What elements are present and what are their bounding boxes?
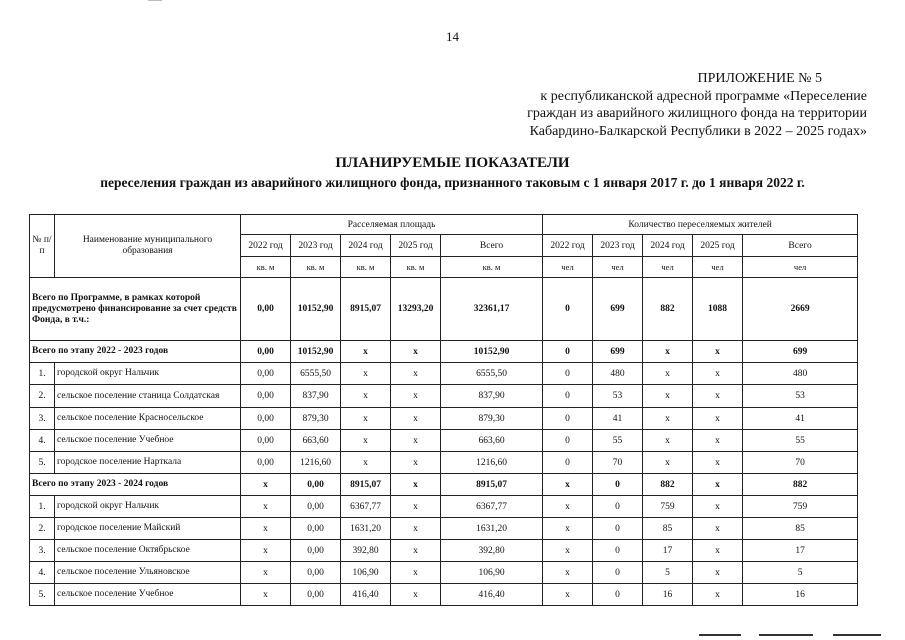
area-cell: x [391, 408, 441, 430]
people-cell: 0 [593, 474, 643, 496]
area-cell: 10152,90 [291, 341, 341, 363]
appendix-title: ПРИЛОЖЕНИЕ № 5 [697, 71, 822, 86]
appendix-block [527, 70, 867, 140]
area-cell: x [241, 562, 291, 584]
area-cell: 663,60 [441, 430, 543, 452]
people-cell: x [693, 430, 743, 452]
row-name: городской округ Нальчик [55, 363, 241, 385]
area-cell: x [391, 452, 441, 474]
scan-mark [148, 0, 162, 1]
area-cell: 0,00 [291, 474, 341, 496]
area-cell: 0,00 [291, 518, 341, 540]
people-cell: 85 [743, 518, 858, 540]
people-cell: 882 [643, 278, 693, 341]
appendix-line: граждан из аварийного жилищного фонда на территории [527, 106, 867, 121]
area-cell: 6555,50 [291, 363, 341, 385]
scan-marks [699, 634, 899, 638]
people-cell: 480 [593, 363, 643, 385]
area-cell: 392,80 [441, 540, 543, 562]
row-num: 3. [30, 408, 55, 430]
area-cell: x [391, 430, 441, 452]
area-cell: x [241, 474, 291, 496]
people-cell: x [693, 562, 743, 584]
area-cell: 0,00 [291, 540, 341, 562]
row-name: сельское поселение Ульяновское [55, 562, 241, 584]
area-cell: x [241, 496, 291, 518]
area-cell: 10152,90 [291, 278, 341, 341]
row-name: Всего по этапу 2022 - 2023 годов [30, 341, 241, 363]
area-cell: 8915,07 [441, 474, 543, 496]
people-cell: 0 [593, 562, 643, 584]
area-cell: x [391, 562, 441, 584]
header-year: 2025 год [391, 235, 441, 257]
people-cell: 882 [643, 474, 693, 496]
row-name: Всего по этапу 2023 - 2024 годов [30, 474, 241, 496]
area-cell: x [391, 496, 441, 518]
area-cell: 0,00 [241, 430, 291, 452]
people-cell: x [643, 363, 693, 385]
people-cell: 699 [743, 341, 858, 363]
people-cell: 699 [593, 341, 643, 363]
header-unit: кв. м [391, 257, 441, 278]
area-cell: 0,00 [241, 363, 291, 385]
area-cell: 392,80 [341, 540, 391, 562]
people-cell: x [643, 430, 693, 452]
people-cell: 0 [593, 518, 643, 540]
area-cell: 8915,07 [341, 474, 391, 496]
header-year: Всего [743, 235, 858, 257]
people-cell: 41 [743, 408, 858, 430]
header-unit: чел [693, 257, 743, 278]
area-cell: 1631,20 [341, 518, 391, 540]
row-num: 2. [30, 385, 55, 408]
area-cell: 0,00 [291, 496, 341, 518]
header-unit: чел [543, 257, 593, 278]
row-num: 1. [30, 496, 55, 518]
area-cell: x [341, 341, 391, 363]
people-cell: x [543, 540, 593, 562]
appendix-line: Кабардино-Балкарской Республики в 2022 – 2025 годах» [529, 123, 867, 139]
people-cell: 0 [593, 584, 643, 606]
area-cell: 0,00 [241, 278, 291, 341]
area-cell: 0,00 [291, 584, 341, 606]
table-row [30, 363, 858, 385]
header-area-group: Расселяемая площадь [241, 215, 543, 235]
people-cell: x [693, 518, 743, 540]
header-unit: чел [593, 257, 643, 278]
header-year: 2023 год [593, 235, 643, 257]
area-cell: 879,30 [441, 408, 543, 430]
header-name: Наименование муниципального образования [55, 215, 241, 278]
people-cell: 5 [643, 562, 693, 584]
row-name: сельское поселение Учебное [55, 584, 241, 606]
row-name: Всего по Программе, в рамках которой предусмотрено финансирование за счет средств Фонда, в т.ч.: [30, 278, 241, 341]
row-num: 2. [30, 518, 55, 540]
people-cell: x [643, 385, 693, 408]
people-cell: x [643, 408, 693, 430]
area-cell: 416,40 [441, 584, 543, 606]
document-subtitle: переселения граждан из аварийного жилищного фонда, признанного таковым с 1 января 2017 г. до 1 января 2022 г. [100, 175, 805, 190]
people-cell: x [693, 408, 743, 430]
area-cell: x [391, 584, 441, 606]
area-cell: 6367,77 [441, 496, 543, 518]
header-year: Всего [441, 235, 543, 257]
area-cell: 13293,20 [391, 278, 441, 341]
area-cell: 663,60 [291, 430, 341, 452]
people-cell: 759 [743, 496, 858, 518]
row-name: сельское поселение Учебное [55, 430, 241, 452]
area-cell: 416,40 [341, 584, 391, 606]
area-cell: 0,00 [241, 385, 291, 408]
header-unit: кв. м [291, 257, 341, 278]
people-cell: x [543, 496, 593, 518]
people-cell: x [543, 584, 593, 606]
people-cell: 0 [543, 278, 593, 341]
people-cell: 55 [593, 430, 643, 452]
people-cell: 0 [543, 430, 593, 452]
people-cell: 0 [593, 540, 643, 562]
people-cell: 70 [743, 452, 858, 474]
area-cell: 1216,60 [441, 452, 543, 474]
appendix-line: к республиканской адресной программе «Переселение [540, 88, 867, 104]
header-year: 2023 год [291, 235, 341, 257]
area-cell: x [391, 518, 441, 540]
area-cell: x [391, 540, 441, 562]
people-cell: x [643, 341, 693, 363]
row-name: сельское поселение станица Солдатская [55, 385, 241, 408]
total-row [30, 278, 858, 341]
people-cell: x [693, 474, 743, 496]
area-cell: x [341, 408, 391, 430]
table-row [30, 540, 858, 562]
table-row [30, 518, 858, 540]
people-cell: 55 [743, 430, 858, 452]
area-cell: 8915,07 [341, 278, 391, 341]
table-row [30, 584, 858, 606]
area-cell: 106,90 [441, 562, 543, 584]
header-year: 2024 год [643, 235, 693, 257]
area-cell: x [341, 430, 391, 452]
header-year: 2024 год [341, 235, 391, 257]
document-title: ПЛАНИРУЕМЫЕ ПОКАЗАТЕЛИ [335, 155, 570, 171]
page-number: 14 [446, 29, 459, 44]
people-cell: x [693, 584, 743, 606]
table-row [30, 496, 858, 518]
people-cell: x [693, 341, 743, 363]
people-cell: 17 [643, 540, 693, 562]
area-cell: 0,00 [241, 341, 291, 363]
people-cell: 0 [543, 385, 593, 408]
people-cell: 17 [743, 540, 858, 562]
header-unit: кв. м [241, 257, 291, 278]
row-num: 4. [30, 562, 55, 584]
stage-total-row [30, 474, 858, 496]
area-cell: 0,00 [291, 562, 341, 584]
area-cell: x [391, 363, 441, 385]
people-cell: x [693, 496, 743, 518]
area-cell: x [391, 385, 441, 408]
row-name: городской округ Нальчик [55, 496, 241, 518]
people-cell: 0 [593, 496, 643, 518]
people-cell: 0 [543, 363, 593, 385]
people-cell: x [543, 562, 593, 584]
area-cell: x [241, 518, 291, 540]
row-num: 1. [30, 363, 55, 385]
people-cell: 70 [593, 452, 643, 474]
people-cell: x [643, 452, 693, 474]
area-cell: x [341, 385, 391, 408]
people-cell: 759 [643, 496, 693, 518]
people-cell: 41 [593, 408, 643, 430]
people-cell: x [693, 452, 743, 474]
people-cell: x [693, 540, 743, 562]
people-cell: 85 [643, 518, 693, 540]
row-num: 5. [30, 584, 55, 606]
stage-total-row [30, 341, 858, 363]
people-cell: 882 [743, 474, 858, 496]
area-cell: 1216,60 [291, 452, 341, 474]
header-unit: кв. м [441, 257, 543, 278]
people-cell: x [543, 518, 593, 540]
table-row [30, 408, 858, 430]
table-row [30, 385, 858, 408]
area-cell: x [241, 540, 291, 562]
area-cell: 0,00 [241, 408, 291, 430]
people-cell: 699 [593, 278, 643, 341]
table-row [30, 452, 858, 474]
row-name: городское поселение Нарткала [55, 452, 241, 474]
header-year: 2022 год [543, 235, 593, 257]
area-cell: 0,00 [241, 452, 291, 474]
header-unit: чел [743, 257, 858, 278]
people-cell: 1088 [693, 278, 743, 341]
area-cell: x [391, 341, 441, 363]
people-cell: 16 [643, 584, 693, 606]
area-cell: 837,90 [291, 385, 341, 408]
row-num: 5. [30, 452, 55, 474]
indicators-table [29, 214, 858, 606]
row-num: 4. [30, 430, 55, 452]
area-cell: x [341, 363, 391, 385]
table-row [30, 562, 858, 584]
table-row [30, 430, 858, 452]
header-unit: чел [643, 257, 693, 278]
area-cell: 10152,90 [441, 341, 543, 363]
people-cell: 0 [543, 452, 593, 474]
area-cell: x [341, 452, 391, 474]
header-year: 2022 год [241, 235, 291, 257]
people-cell: x [693, 363, 743, 385]
people-cell: 2669 [743, 278, 858, 341]
people-cell: 53 [593, 385, 643, 408]
area-cell: 837,90 [441, 385, 543, 408]
header-row [30, 215, 858, 235]
area-cell: 6555,50 [441, 363, 543, 385]
people-cell: 53 [743, 385, 858, 408]
people-cell: 16 [743, 584, 858, 606]
people-cell: 480 [743, 363, 858, 385]
header-unit: кв. м [341, 257, 391, 278]
people-cell: 5 [743, 562, 858, 584]
row-name: городское поселение Майский [55, 518, 241, 540]
row-name: сельское поселение Красносельское [55, 408, 241, 430]
area-cell: 6367,77 [341, 496, 391, 518]
row-num: 3. [30, 540, 55, 562]
area-cell: 106,90 [341, 562, 391, 584]
people-cell: x [543, 474, 593, 496]
people-cell: 0 [543, 408, 593, 430]
people-cell: x [693, 385, 743, 408]
header-year: 2025 год [693, 235, 743, 257]
header-people-group: Количество переселяемых жителей [543, 215, 858, 235]
area-cell: 1631,20 [441, 518, 543, 540]
people-cell: 0 [543, 341, 593, 363]
area-cell: 32361,17 [441, 278, 543, 341]
row-name: сельское поселение Октябрьское [55, 540, 241, 562]
area-cell: x [391, 474, 441, 496]
area-cell: 879,30 [291, 408, 341, 430]
area-cell: x [241, 584, 291, 606]
header-num: № п/п [30, 215, 55, 278]
